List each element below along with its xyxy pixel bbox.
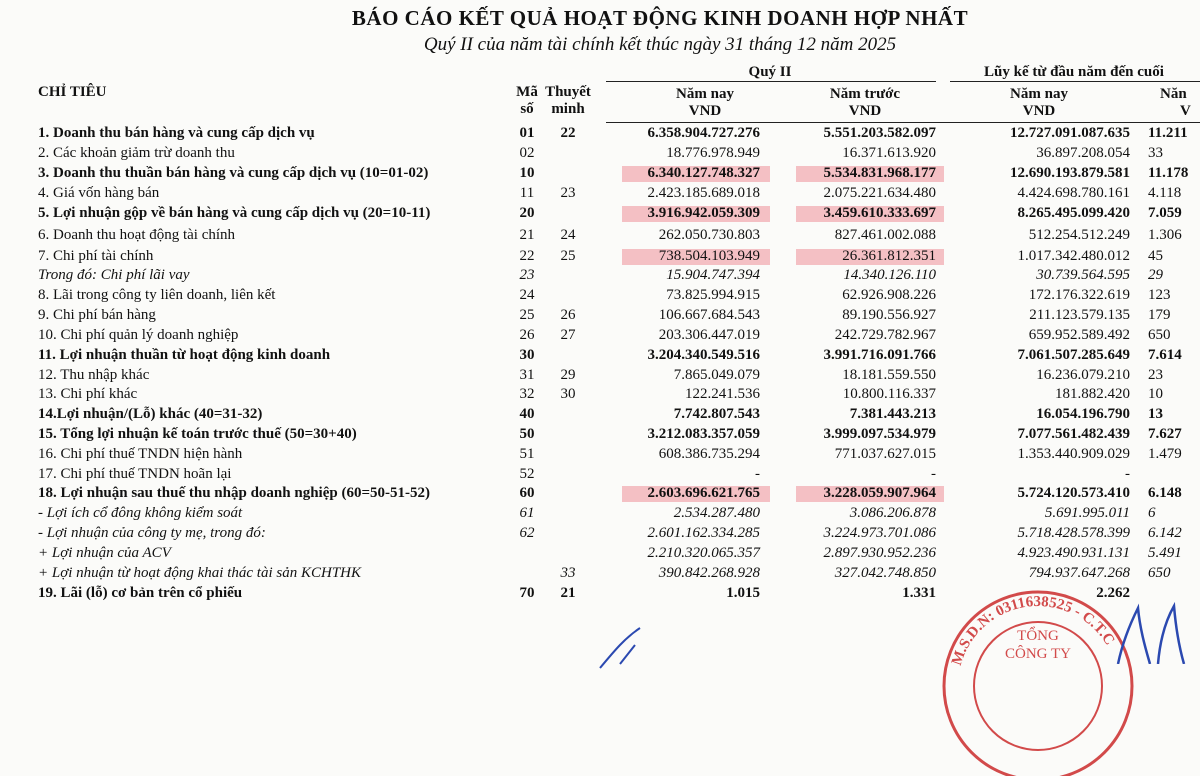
row-luy-ke-nam-nay: 16.236.079.210 bbox=[1036, 367, 1130, 383]
row-label: 19. Lãi (lỗ) cơ bản trên cổ phiếu bbox=[38, 585, 243, 601]
row-quy-nam-nay: 106.667.684.543 bbox=[658, 307, 760, 323]
row-label: 2. Các khoản giảm trừ doanh thu bbox=[38, 145, 235, 161]
row-label: 10. Chi phí quản lý doanh nghiệp bbox=[38, 327, 239, 343]
row-label: 15. Tổng lợi nhuận kế toán trước thuế (50=30+40) bbox=[38, 426, 357, 442]
row-luy-ke-nam-truoc: 7.614 bbox=[1148, 347, 1182, 363]
report-subtitle: Quý II của năm tài chính kết thúc ngày 31 tháng 12 năm 2025 bbox=[423, 34, 897, 55]
row-label: + Lợi nhuận từ hoạt động khai thác tài sản KCHTHK bbox=[38, 565, 361, 581]
row-luy-ke-nam-nay: 8.265.495.099.420 bbox=[1017, 205, 1130, 221]
row-quy-nam-nay: 203.306.447.019 bbox=[658, 327, 760, 343]
row-ma-so: 25 bbox=[519, 307, 535, 323]
row-quy-nam-nay: 262.050.730.803 bbox=[658, 227, 760, 243]
row-thuyet-minh: 27 bbox=[560, 327, 576, 343]
row-luy-ke-nam-nay: 5.724.120.573.410 bbox=[1017, 485, 1130, 501]
row-thuyet-minh: 24 bbox=[560, 227, 576, 243]
row-luy-ke-nam-truoc: 1.306 bbox=[1148, 227, 1182, 243]
row-label: 1. Doanh thu bán hàng và cung cấp dịch vụ bbox=[38, 125, 315, 141]
row-thuyet-minh: 22 bbox=[560, 125, 576, 141]
header-nam-nay-ytd: Năm nay bbox=[1010, 86, 1068, 102]
row-quy-nam-truoc: 16.371.613.920 bbox=[842, 145, 936, 161]
row-luy-ke-nam-truoc: 45 bbox=[1148, 248, 1163, 264]
row-quy-nam-truoc: 3.459.610.333.697 bbox=[823, 205, 936, 221]
row-ma-so: 01 bbox=[519, 125, 535, 141]
row-label: Trong đó: Chi phí lãi vay bbox=[38, 267, 190, 283]
row-quy-nam-truoc: - bbox=[931, 466, 936, 482]
row-ma-so: 61 bbox=[519, 505, 535, 521]
row-quy-nam-truoc: 2.075.221.634.480 bbox=[823, 185, 936, 201]
header-thuyet-minh-line2: minh bbox=[551, 101, 585, 117]
row-label: 9. Chi phí bán hàng bbox=[38, 307, 156, 323]
row-luy-ke-nam-nay: 211.123.579.135 bbox=[1029, 307, 1130, 323]
row-luy-ke-nam-truoc: 33 bbox=[1148, 145, 1163, 161]
row-quy-nam-truoc: 327.042.748.850 bbox=[834, 565, 936, 581]
row-quy-nam-truoc: 3.228.059.907.964 bbox=[823, 485, 936, 501]
row-ma-so: 51 bbox=[519, 446, 535, 462]
row-quy-nam-truoc: 7.381.443.213 bbox=[849, 406, 936, 422]
row-luy-ke-nam-nay: 5.691.995.011 bbox=[1044, 505, 1130, 521]
row-luy-ke-nam-truoc: 5.491 bbox=[1148, 545, 1182, 561]
header-group-rule bbox=[606, 81, 936, 82]
row-luy-ke-nam-truoc: 4.118 bbox=[1148, 185, 1182, 201]
row-luy-ke-nam-nay: 4.424.698.780.161 bbox=[1017, 185, 1130, 201]
row-quy-nam-truoc: 14.340.126.110 bbox=[843, 267, 936, 283]
row-quy-nam-truoc: 5.534.831.968.177 bbox=[823, 165, 936, 181]
row-luy-ke-nam-nay: 659.952.589.492 bbox=[1028, 327, 1130, 343]
row-ma-so: 62 bbox=[519, 525, 535, 541]
row-quy-nam-nay: 6.358.904.727.276 bbox=[647, 125, 760, 141]
row-label: 14.Lợi nhuận/(Lỗ) khác (40=31-32) bbox=[38, 406, 263, 422]
row-quy-nam-nay: 122.241.536 bbox=[685, 386, 760, 402]
row-luy-ke-nam-nay: 2.262 bbox=[1096, 585, 1130, 601]
row-label: 11. Lợi nhuận thuần từ hoạt động kinh doanh bbox=[38, 347, 331, 363]
row-quy-nam-truoc: 62.926.908.226 bbox=[842, 287, 936, 303]
row-quy-nam-nay: 390.842.268.928 bbox=[658, 565, 760, 581]
row-quy-nam-nay: 73.825.994.915 bbox=[666, 287, 760, 303]
header-vnd-1: VND bbox=[688, 103, 722, 119]
row-quy-nam-nay: 7.742.807.543 bbox=[673, 406, 760, 422]
row-quy-nam-nay: 6.340.127.748.327 bbox=[647, 165, 760, 181]
seal-center-line-1: TỔNG bbox=[1017, 628, 1059, 644]
row-luy-ke-nam-truoc: 650 bbox=[1148, 565, 1171, 581]
row-quy-nam-nay: - bbox=[755, 466, 760, 482]
row-label: - Lợi ích cổ đông không kiểm soát bbox=[38, 505, 243, 521]
row-luy-ke-nam-truoc: 6 bbox=[1148, 505, 1156, 521]
header-nam-truoc: Năm trước bbox=[829, 86, 901, 102]
row-luy-ke-nam-truoc: 23 bbox=[1148, 367, 1163, 383]
row-quy-nam-nay: 738.504.103.949 bbox=[658, 248, 760, 264]
row-quy-nam-nay: 608.386.735.294 bbox=[658, 446, 760, 462]
row-quy-nam-truoc: 827.461.002.088 bbox=[834, 227, 936, 243]
row-ma-so: 50 bbox=[519, 426, 535, 442]
row-quy-nam-truoc: 2.897.930.952.236 bbox=[823, 545, 936, 561]
signature-mark bbox=[1088, 600, 1200, 664]
row-thuyet-minh: 30 bbox=[560, 386, 576, 402]
row-quy-nam-truoc: 3.991.716.091.766 bbox=[823, 347, 936, 363]
row-ma-so: 22 bbox=[519, 248, 535, 264]
row-quy-nam-truoc: 3.999.097.534.979 bbox=[823, 426, 936, 442]
row-luy-ke-nam-nay: 4.923.490.931.131 bbox=[1017, 545, 1130, 561]
row-thuyet-minh: 26 bbox=[560, 307, 576, 323]
row-thuyet-minh: 25 bbox=[560, 248, 576, 264]
row-quy-nam-truoc: 1.331 bbox=[902, 585, 936, 601]
signature-stroke bbox=[560, 620, 700, 670]
row-luy-ke-nam-truoc: 13 bbox=[1148, 406, 1163, 422]
row-ma-so: 40 bbox=[519, 406, 535, 422]
row-label: 12. Thu nhập khác bbox=[38, 367, 150, 383]
row-ma-so: 20 bbox=[519, 205, 535, 221]
row-luy-ke-nam-truoc: 29 bbox=[1148, 267, 1163, 283]
header-vnd-2: VND bbox=[848, 103, 882, 119]
row-quy-nam-nay: 7.865.049.079 bbox=[673, 367, 760, 383]
row-luy-ke-nam-nay: 7.077.561.482.439 bbox=[1017, 426, 1130, 442]
row-quy-nam-nay: 2.601.162.334.285 bbox=[647, 525, 760, 541]
report-title: BÁO CÁO KẾT QUẢ HOẠT ĐỘNG KINH DOANH HỢP NHẤT bbox=[351, 6, 969, 30]
header-group-quy: Quý II bbox=[748, 64, 792, 80]
header-ma-so-line2: số bbox=[520, 101, 534, 117]
row-quy-nam-truoc: 10.800.116.337 bbox=[842, 386, 936, 402]
row-ma-so: 52 bbox=[519, 466, 535, 482]
row-luy-ke-nam-nay: 12.727.091.087.635 bbox=[1010, 125, 1130, 141]
row-ma-so: 70 bbox=[519, 585, 535, 601]
row-ma-so: 21 bbox=[519, 227, 535, 243]
row-quy-nam-truoc: 26.361.812.351 bbox=[842, 248, 936, 264]
row-luy-ke-nam-nay: 7.061.507.285.649 bbox=[1017, 347, 1130, 363]
row-label: 18. Lợi nhuận sau thuế thu nhập doanh nghiệp (60=50-51-52) bbox=[38, 485, 430, 501]
row-ma-so: 11 bbox=[519, 185, 535, 201]
row-quy-nam-truoc: 18.181.559.550 bbox=[842, 367, 936, 383]
row-quy-nam-truoc: 3.086.206.878 bbox=[849, 505, 936, 521]
row-thuyet-minh: 23 bbox=[560, 185, 576, 201]
seal-center-line-2: CÔNG TY bbox=[1005, 646, 1071, 662]
row-ma-so: 31 bbox=[519, 367, 535, 383]
row-ma-so: 23 bbox=[519, 267, 535, 283]
row-luy-ke-nam-truoc: 123 bbox=[1148, 287, 1171, 303]
row-quy-nam-nay: 1.015 bbox=[726, 585, 760, 601]
row-luy-ke-nam-nay: 5.718.428.578.399 bbox=[1017, 525, 1130, 541]
row-label: 3. Doanh thu thuần bán hàng và cung cấp dịch vụ (10=01-02) bbox=[38, 165, 429, 181]
row-label: 17. Chi phí thuế TNDN hoãn lại bbox=[38, 466, 232, 482]
seal-ring-text: M.S.D.N: 0311638525 - C.T.C bbox=[948, 593, 1118, 668]
row-label: 4. Giá vốn hàng bán bbox=[38, 185, 160, 201]
row-quy-nam-nay: 3.916.942.059.309 bbox=[647, 205, 760, 221]
row-quy-nam-nay: 2.534.287.480 bbox=[673, 505, 760, 521]
row-luy-ke-nam-truoc: 11.211 bbox=[1148, 125, 1188, 141]
row-quy-nam-truoc: 3.224.973.701.086 bbox=[823, 525, 936, 541]
row-quy-nam-nay: 3.212.083.357.059 bbox=[647, 426, 760, 442]
row-ma-so: 02 bbox=[519, 145, 535, 161]
row-luy-ke-nam-nay: 794.937.647.268 bbox=[1028, 565, 1130, 581]
row-quy-nam-nay: 15.904.747.394 bbox=[666, 267, 760, 283]
row-label: + Lợi nhuận của ACV bbox=[38, 545, 171, 561]
row-label: 8. Lãi trong công ty liên doanh, liên kết bbox=[38, 287, 276, 303]
row-label: 13. Chi phí khác bbox=[38, 386, 138, 402]
row-luy-ke-nam-truoc: 1.479 bbox=[1148, 446, 1182, 462]
row-quy-nam-nay: 3.204.340.549.516 bbox=[647, 347, 760, 363]
row-luy-ke-nam-nay: 16.054.196.790 bbox=[1036, 406, 1130, 422]
row-ma-so: 24 bbox=[519, 287, 535, 303]
header-ma-so-line1: Mã bbox=[516, 84, 538, 100]
row-luy-ke-nam-nay: 172.176.322.619 bbox=[1028, 287, 1130, 303]
row-quy-nam-nay: 2.423.185.689.018 bbox=[647, 185, 760, 201]
header-nam-truoc-ytd: Năn bbox=[1160, 86, 1187, 102]
row-luy-ke-nam-truoc: 6.148 bbox=[1148, 485, 1182, 501]
row-luy-ke-nam-nay: 36.897.208.054 bbox=[1036, 145, 1130, 161]
header-thuyet-minh-line1: Thuyết bbox=[545, 84, 591, 100]
row-quy-nam-truoc: 242.729.782.967 bbox=[834, 327, 936, 343]
header-chi-tieu: CHỈ TIÊU bbox=[38, 84, 107, 100]
row-thuyet-minh: 29 bbox=[560, 367, 576, 383]
row-label: 7. Chi phí tài chính bbox=[38, 248, 154, 264]
row-luy-ke-nam-truoc: 10 bbox=[1148, 386, 1163, 402]
row-quy-nam-truoc: 771.037.627.015 bbox=[834, 446, 936, 462]
row-luy-ke-nam-nay: 30.739.564.595 bbox=[1036, 267, 1130, 283]
row-luy-ke-nam-truoc: 6.142 bbox=[1148, 525, 1182, 541]
header-group-luy-ke: Lũy kế từ đầu năm đến cuối bbox=[984, 64, 1164, 80]
row-luy-ke-nam-nay: 512.254.512.249 bbox=[1028, 227, 1130, 243]
row-luy-ke-nam-truoc: 11.178 bbox=[1148, 165, 1189, 181]
row-label: 5. Lợi nhuận gộp về bán hàng và cung cấp dịch vụ (20=10-11) bbox=[38, 205, 431, 221]
header-group-rule-2 bbox=[950, 81, 1200, 82]
row-luy-ke-nam-truoc: 7.059 bbox=[1148, 205, 1182, 221]
row-quy-nam-nay: 18.776.978.949 bbox=[666, 145, 760, 161]
row-quy-nam-nay: 2.603.696.621.765 bbox=[647, 485, 760, 501]
header-bottom-rule bbox=[606, 122, 1200, 123]
row-thuyet-minh: 33 bbox=[560, 565, 576, 581]
row-ma-so: 30 bbox=[519, 347, 535, 363]
header-nam-nay: Năm nay bbox=[676, 86, 734, 102]
row-label: 6. Doanh thu hoạt động tài chính bbox=[38, 227, 236, 243]
row-ma-so: 32 bbox=[519, 386, 535, 402]
row-luy-ke-nam-truoc: 7.627 bbox=[1148, 426, 1182, 442]
row-luy-ke-nam-nay: 1.017.342.480.012 bbox=[1017, 248, 1130, 264]
row-ma-so: 26 bbox=[519, 327, 535, 343]
row-quy-nam-truoc: 89.190.556.927 bbox=[842, 307, 936, 323]
header-vnd-4: V bbox=[1180, 103, 1191, 119]
header-vnd-3: VND bbox=[1022, 103, 1056, 119]
row-label: - Lợi nhuận của công ty mẹ, trong đó: bbox=[38, 525, 266, 541]
row-luy-ke-nam-nay: 12.690.193.879.581 bbox=[1010, 165, 1130, 181]
row-quy-nam-truoc: 5.551.203.582.097 bbox=[823, 125, 936, 141]
row-quy-nam-nay: 2.210.320.065.357 bbox=[647, 545, 760, 561]
row-label: 16. Chi phí thuế TNDN hiện hành bbox=[38, 446, 243, 462]
row-luy-ke-nam-truoc: 179 bbox=[1148, 307, 1171, 323]
row-thuyet-minh: 21 bbox=[560, 585, 576, 601]
row-luy-ke-nam-truoc: 650 bbox=[1148, 327, 1171, 343]
row-luy-ke-nam-nay: - bbox=[1125, 466, 1130, 482]
row-luy-ke-nam-nay: 181.882.420 bbox=[1055, 386, 1130, 402]
row-ma-so: 10 bbox=[519, 165, 535, 181]
row-luy-ke-nam-nay: 1.353.440.909.029 bbox=[1017, 446, 1130, 462]
row-ma-so: 60 bbox=[519, 485, 535, 501]
